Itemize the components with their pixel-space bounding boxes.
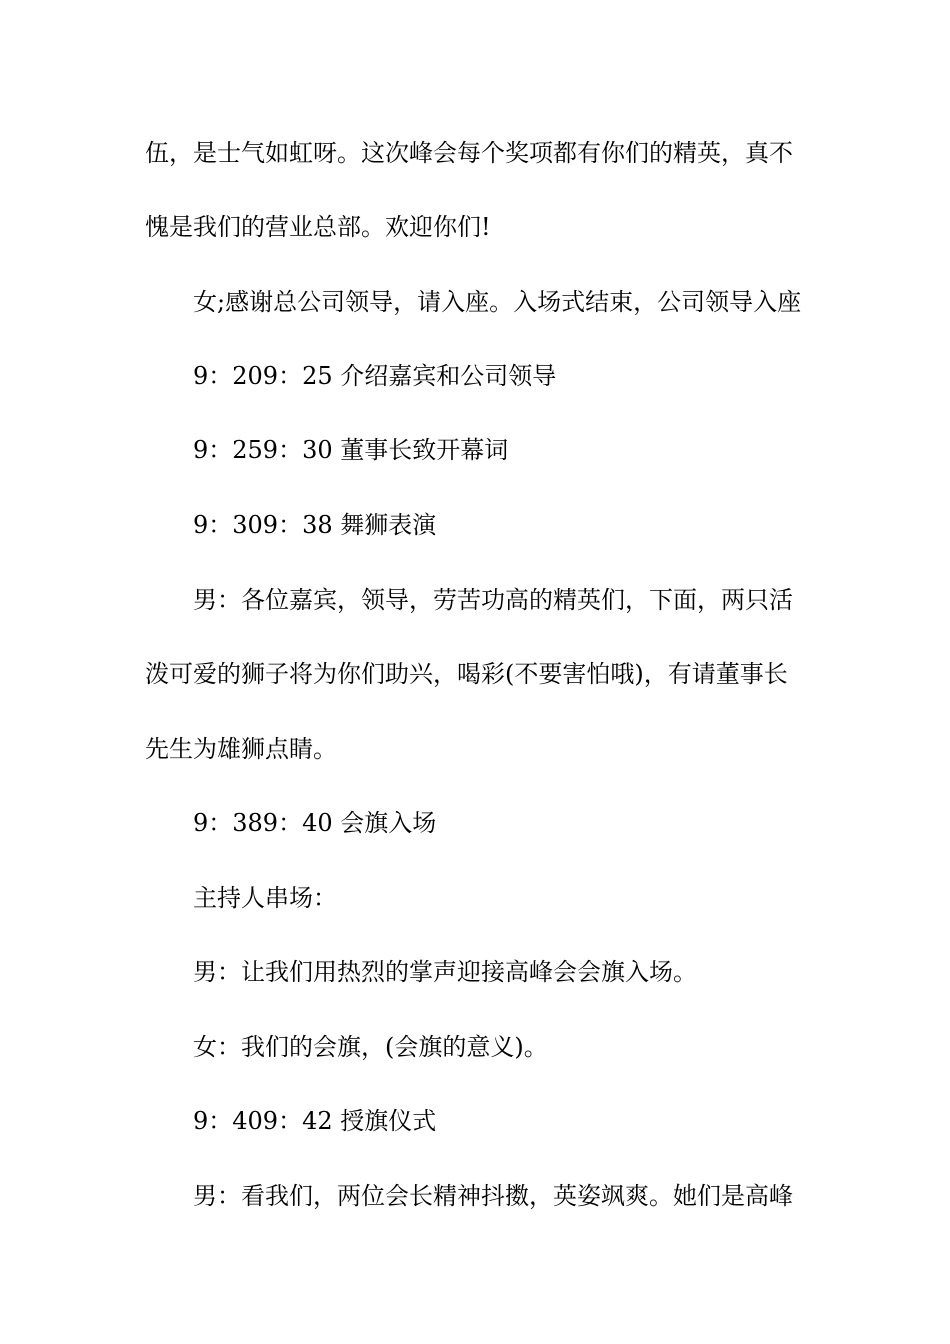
text-line: 女：我们的会旗，(会旗的意义)。: [193, 1033, 548, 1061]
text-line: 9：409：42 授旗仪式: [193, 1107, 437, 1135]
text-line: 愧是我们的营业总部。欢迎你们!: [145, 213, 491, 241]
text-line: 伍，是士气如虹呀。这次峰会每个奖项都有你们的精英，真不: [145, 139, 793, 167]
text-line: 主持人串场：: [193, 884, 337, 912]
text-line: 男：看我们，两位会长精神抖擞，英姿飒爽。她们是高峰: [193, 1182, 793, 1210]
text-line: 男：让我们用热烈的掌声迎接高峰会会旗入场。: [193, 958, 697, 986]
text-line: 9：309：38 舞狮表演: [193, 511, 437, 539]
text-line: 9：259：30 董事长致开幕词: [193, 436, 509, 464]
text-line: 泼可爱的狮子将为你们助兴，喝彩(不要害怕哦)，有请董事长: [145, 660, 788, 688]
text-line: 女;感谢总公司领导，请入座。入场式结束，公司领导入座: [193, 288, 802, 316]
text-line: 9：209：25 介绍嘉宾和公司领导: [193, 362, 557, 390]
text-line: 先生为雄狮点睛。: [145, 735, 337, 763]
text-line: 9：389：40 会旗入场: [193, 809, 437, 837]
text-line: 男：各位嘉宾，领导，劳苦功高的精英们，下面，两只活: [193, 586, 793, 614]
